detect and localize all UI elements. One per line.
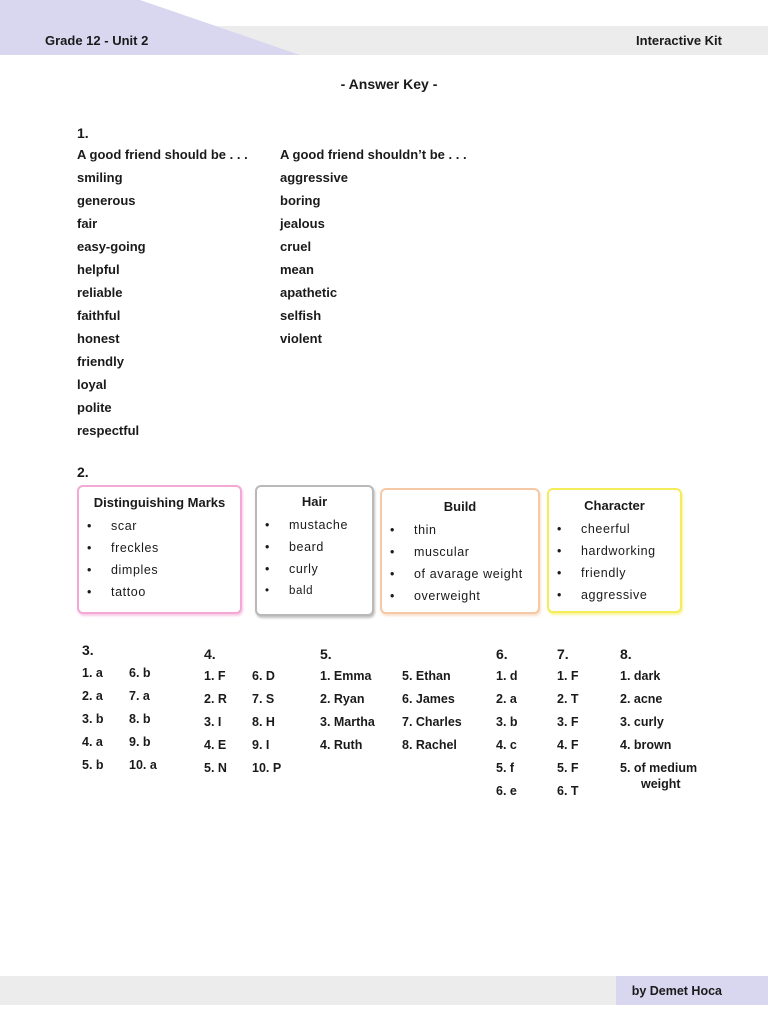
list-item: mean [280, 262, 314, 277]
answer-item: 6. D [252, 669, 275, 683]
q5-number: 5. [320, 646, 332, 662]
list-item: friendly [77, 354, 124, 369]
box-title: Hair [301, 494, 328, 509]
list-item: cruel [280, 239, 312, 254]
answer-item: 2. Ryan [320, 692, 365, 706]
q1-shouldnt-list [280, 166, 348, 350]
answer-item: 6. b [129, 666, 151, 680]
answer-item: 8. b [129, 712, 151, 726]
list-item: • scar [79, 515, 240, 537]
footer-author: by Demet Hoca [631, 984, 722, 998]
list-item: generous [77, 193, 136, 208]
answer-item: 6. T [557, 784, 579, 798]
list-item: apathetic [280, 285, 338, 300]
box-title: Character [584, 498, 645, 513]
character-box [547, 488, 682, 613]
q7-col1 [557, 665, 579, 803]
list-item: • thin [382, 519, 538, 541]
answer-item: 5. of medium [620, 761, 698, 775]
hair-box [255, 485, 374, 616]
distinguishing-marks-box [77, 485, 242, 614]
answer-item: 5. F [557, 761, 579, 775]
answer-item: 1. d [496, 669, 518, 683]
q6-col1 [496, 665, 518, 803]
answer-item: 9. I [252, 738, 270, 752]
list-item: • of avarage weight [382, 563, 538, 585]
list-item: faithful [77, 308, 121, 323]
list-item: fair [77, 216, 98, 231]
answer-item: 5. b [82, 758, 104, 772]
answer-item: 3. curly [620, 715, 664, 729]
answer-item: 3. Martha [320, 715, 375, 729]
build-box [380, 488, 540, 614]
q1-should-heading: A good friend should be . . . [77, 147, 248, 162]
answer-item: 8. Rachel [402, 738, 457, 752]
answer-item-continuation: weight [641, 777, 681, 791]
q2-number: 2. [77, 464, 89, 480]
q3-col2 [129, 662, 157, 777]
list-item: • curly [257, 558, 372, 580]
answer-item: 1. F [557, 669, 579, 683]
list-item: • overweight [382, 585, 538, 607]
box-title: Build [443, 499, 477, 514]
q8-col1 [620, 665, 697, 792]
list-item: honest [77, 331, 120, 346]
list-item: jealous [280, 216, 325, 231]
header-kit-label: Interactive Kit [636, 33, 722, 48]
answer-item: 4. brown [620, 738, 672, 752]
answer-item: 5. N [204, 761, 227, 775]
q4-number: 4. [204, 646, 216, 662]
box-title: Distinguishing Marks [93, 495, 226, 510]
list-item: • muscular [382, 541, 538, 563]
answer-item: 1. dark [620, 669, 661, 683]
list-item: • beard [257, 536, 372, 558]
answer-item: 2. acne [620, 692, 663, 706]
answer-item: 2. R [204, 692, 227, 706]
list-item: respectful [77, 423, 140, 438]
answer-item: 8. H [252, 715, 275, 729]
q3-number: 3. [82, 642, 94, 658]
list-item: violent [280, 331, 322, 346]
answer-item: 4. E [204, 738, 227, 752]
answer-item: 5. f [496, 761, 515, 775]
answer-item: 7. Charles [402, 715, 462, 729]
list-item: • hardworking [549, 540, 680, 562]
list-item: aggressive [280, 170, 348, 185]
q1-should-list [77, 166, 146, 442]
list-item: selfish [280, 308, 322, 323]
list-item: easy-going [77, 239, 146, 254]
answer-item: 3. b [82, 712, 104, 726]
list-item: polite [77, 400, 112, 415]
answer-item: 4. F [557, 738, 579, 752]
q4-col2 [252, 665, 281, 780]
list-item: • aggressive [549, 584, 680, 606]
answer-item: 4. Ruth [320, 738, 363, 752]
list-item: loyal [77, 377, 107, 392]
q4-col1 [204, 665, 227, 780]
answer-item: 1. F [204, 669, 226, 683]
answer-item: 3. I [204, 715, 222, 729]
answer-item: 2. a [496, 692, 517, 706]
list-item: • tattoo [79, 581, 240, 603]
header-grade-unit: Grade 12 - Unit 2 [45, 33, 149, 48]
answer-item: 6. e [496, 784, 517, 798]
answer-item: 7. a [129, 689, 150, 703]
q6-number: 6. [496, 646, 508, 662]
list-item: reliable [77, 285, 123, 300]
answer-item: 1. a [82, 666, 103, 680]
answer-item: 6. James [402, 692, 455, 706]
list-item: smiling [77, 170, 123, 185]
answer-item: 5. Ethan [402, 669, 451, 683]
answer-item: 10. a [129, 758, 157, 772]
answer-item: 10. P [252, 761, 282, 775]
list-item: helpful [77, 262, 120, 277]
answer-item: 1. Emma [320, 669, 372, 683]
q3-col1 [82, 662, 104, 777]
answer-item: 2. a [82, 689, 103, 703]
list-item: • friendly [549, 562, 680, 584]
answer-item: 3. b [496, 715, 518, 729]
q1-number: 1. [77, 125, 89, 141]
answer-item: 4. a [82, 735, 103, 749]
answer-item: 3. F [557, 715, 579, 729]
q5-col1 [320, 665, 375, 757]
list-item: • mustache [257, 514, 372, 536]
list-item: • dimples [79, 559, 240, 581]
answer-item: 2. T [557, 692, 579, 706]
answer-item: 9. b [129, 735, 151, 749]
answer-item: 7. S [252, 692, 275, 706]
list-item: • freckles [79, 537, 240, 559]
answer-item: 4. c [496, 738, 517, 752]
q8-number: 8. [620, 646, 632, 662]
list-item: • bald [257, 580, 372, 602]
q5-col2 [402, 665, 462, 757]
q1-shouldnt-heading: A good friend shouldn’t be . . . [280, 147, 467, 162]
list-item: boring [280, 193, 321, 208]
page-title: - Answer Key - [340, 76, 438, 92]
list-item: • cheerful [549, 518, 680, 540]
q7-number: 7. [557, 646, 569, 662]
